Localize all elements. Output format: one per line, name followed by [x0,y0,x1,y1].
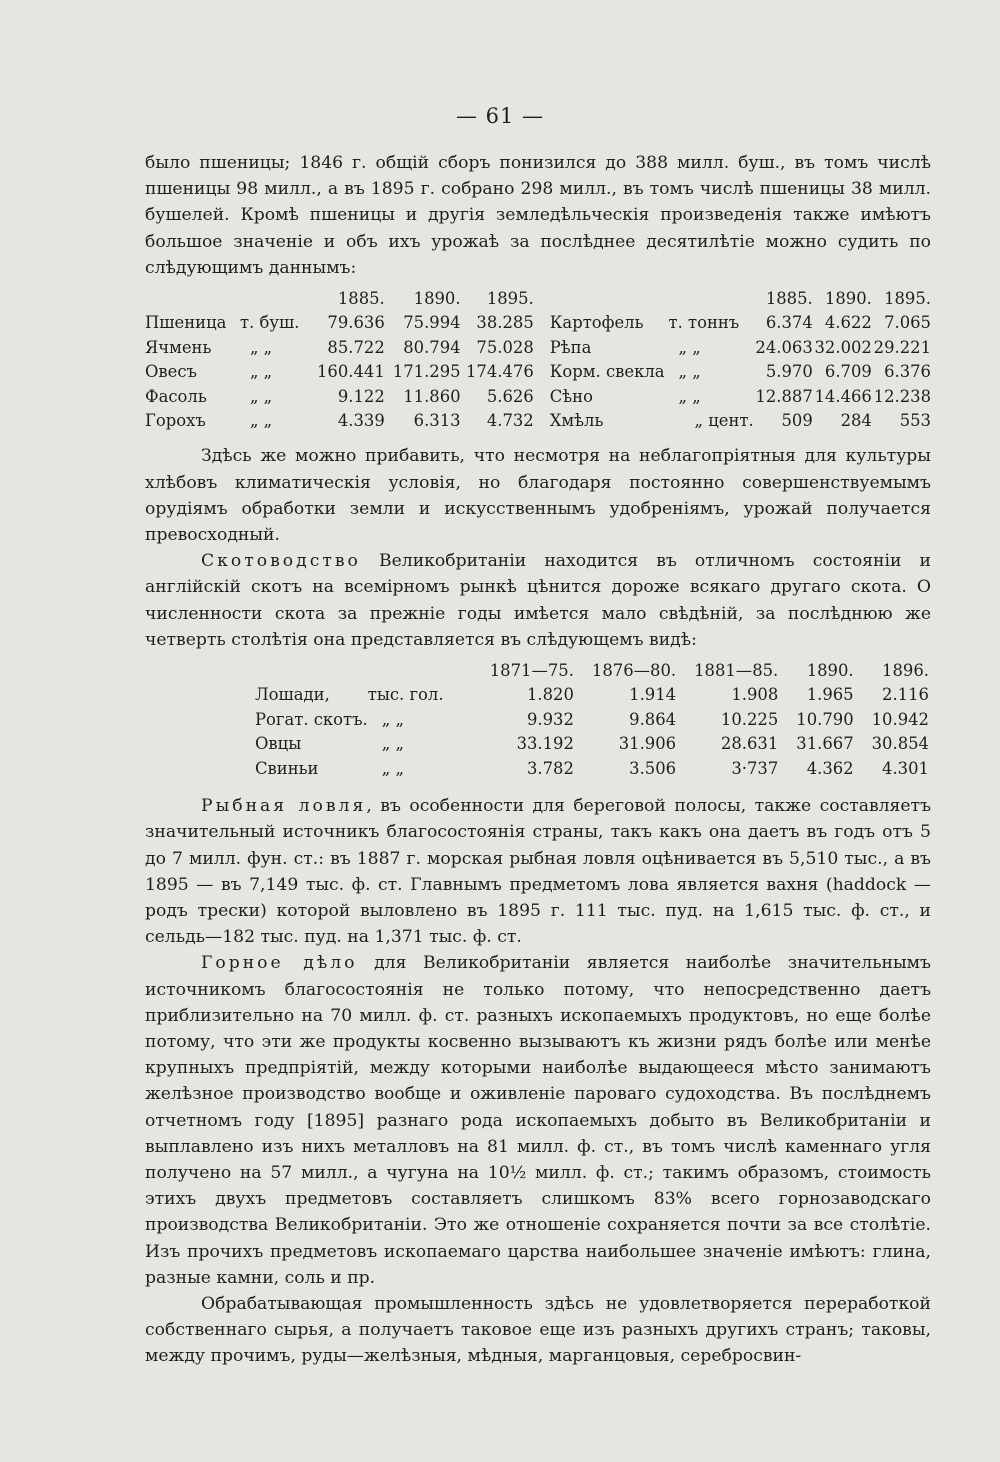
crop-name: Сѣно [549,386,593,406]
crop-name: Фасоль [145,386,207,406]
crop-unit: „ „ [678,337,701,357]
table-row [145,385,931,409]
livestock-value: 1.965 [806,685,854,705]
page-number: — 61 — [455,104,545,128]
livestock-value: 1.914 [629,685,677,705]
crop-name: Ячмень [145,337,212,357]
crops-year-header: 1890. [824,289,872,309]
table-row [255,757,929,781]
crop-value: 6.313 [413,411,461,431]
crop-unit: т. буш. [239,313,300,333]
crop-name: Горохъ [145,411,206,431]
livestock-value: 10.225 [720,709,779,729]
livestock-period-header: 1881—85. [694,661,779,681]
crops-year-header: 1885. [337,289,385,309]
crop-value: 4.339 [337,411,385,431]
crop-name: Рѣпа [549,337,592,357]
livestock-unit: „ „ [381,709,404,729]
paragraph-livestock-text: Великобританіи находится въ отличномъ состояніи и англійскій скотъ на всемірномъ рынкѣ цѣнится дороже всякаго другаго скота. О численности скота за прежніе годы имѣется мало свѣдѣній, за послѣднюю же четверть столѣтія она представляется въ слѣдующемъ видѣ: [145,551,931,650]
crop-value: 12.887 [755,386,813,406]
livestock-name: Свиньи [255,758,319,778]
table-row [255,708,929,732]
crop-unit: „ цент. [694,411,754,431]
crop-unit: „ „ [249,411,273,431]
paragraph-livestock [145,548,931,653]
livestock-period-header: 1896. [882,661,929,681]
crop-unit: „ „ [678,362,701,382]
livestock-header-row [255,659,929,683]
crop-value: 6.374 [765,313,813,333]
table-row [145,409,931,433]
crop-value: 24.063 [755,337,813,357]
livestock-value: 3.506 [629,758,677,778]
crops-year-header: 1885. [765,289,813,309]
paragraph-farming-conditions: Здѣсь же можно прибавить, что несмотря на неблагопріятныя для культуры хлѣбовъ климатическія условія, но благодаря постоянно совершенствуемымъ орудіямъ обработки земли и искусственнымъ удобреніямъ, урожай получается превосходный. [145,446,931,546]
crop-value: 284 [840,411,872,431]
crop-unit: т. тоннъ [668,313,740,333]
crops-year-header: 1890. [413,289,461,309]
livestock-value: 10.790 [796,709,854,729]
livestock-name: Лошади, [255,685,330,705]
table-row [145,360,931,384]
livestock-value: 33.192 [516,734,574,754]
livestock-period-header: 1871—75. [489,661,574,681]
livestock-value: 31.906 [618,734,677,754]
crop-value: 6.376 [884,362,931,382]
crop-name: Хмѣль [549,411,604,431]
table-row [255,732,929,756]
crop-value: 7.065 [884,313,931,333]
livestock-value: 2.116 [882,685,929,705]
table-row [145,336,931,360]
page-body [145,150,931,1370]
crops-year-header: 1895. [884,289,931,309]
crop-value: 12.238 [873,386,931,406]
crop-value: 85.722 [327,337,385,357]
crop-value: 79.636 [327,313,385,333]
livestock-value: 1.908 [731,685,779,705]
livestock-name: Рогат. скотъ. [255,709,368,729]
paragraph-mining-text: для Великобританіи является наиболѣе значительнымъ источникомъ благосостоянія не только потому, что непосредственно даетъ приблизительно на 70 милл. ф. ст. разныхъ ископаемыхъ продуктовъ, но еще болѣе потому, что эти же продукты косвенно вызываютъ къ жизни рядъ болѣе или менѣе крупныхъ предпріятій, между которыми наиболѣе выдающееся мѣсто занимаютъ желѣзное производство вообще и оживленіе пароваго судоходства. Въ послѣднемъ отчетномъ году [1895] разнаго рода ископаемыхъ добыто въ Великобританіи и выплавлено изъ нихъ металловъ на 81 милл. ф. ст., въ томъ числѣ каменнаго угля получено на 57 милл., а чугуна на 10½ милл. ф. ст.; такимъ образомъ, стоимость этихъ двухъ предметовъ составляетъ слишкомъ 83% всего горнозаводскаго производства Великобританіи. Это же отношеніе сохраняется почти за все столѣтіе. Изъ прочихъ предметовъ ископаемаго царства наибольшее значеніе имѣютъ: глина, разные камни, соль и пр. [145,953,931,1288]
crop-name: Пшеница [145,313,227,333]
crop-value: 75.994 [403,313,461,333]
crop-value: 80.794 [403,337,461,357]
livestock-value: 31.667 [796,734,854,754]
crop-value: 29.221 [873,337,931,357]
crop-value: 11.860 [403,386,461,406]
livestock-value: 4.362 [806,758,854,778]
livestock-value: 3.782 [526,758,574,778]
paragraph-mining [145,950,931,1291]
crop-value: 32.002 [814,337,872,357]
livestock-period-header: 1876—80. [591,661,677,681]
section-lead-livestock: Скотоводство [201,551,361,572]
livestock-unit: „ „ [381,758,404,778]
crop-value: 174.476 [465,362,534,382]
livestock-unit: „ „ [381,734,404,754]
paragraph-fishing [145,793,931,950]
table-row [255,683,929,707]
livestock-period-header: 1890. [806,661,854,681]
crop-value: 5.970 [765,362,813,382]
crop-value: 160.441 [317,362,385,382]
crops-table [145,287,931,433]
livestock-value: 1.820 [526,685,574,705]
livestock-value: 4.301 [882,758,929,778]
livestock-table [255,659,929,781]
livestock-value: 3·737 [731,758,779,778]
table-row [145,311,931,335]
paragraph-grain-harvest: было пшеницы; 1846 г. общій сборъ понизился до 388 милл. буш., въ томъ числѣ пшеницы 98 милл., а въ 1895 г. собрано 298 милл., въ томъ числѣ пшеницы 38 милл. бушелей. Кромѣ пшеницы и другія земледѣльческія произведенія также имѣютъ большое значеніе и объ ихъ урожаѣ за послѣднее десятилѣтіе можно судить по слѣдующимъ даннымъ: [145,153,931,278]
livestock-name: Овцы [255,734,302,754]
livestock-value: 28.631 [720,734,779,754]
livestock-unit: тыс. гол. [367,685,444,705]
crop-value: 509 [781,411,813,431]
crop-unit: „ „ [249,386,273,406]
crop-name: Картофель [549,313,644,333]
crop-value: 75.028 [476,337,534,357]
section-lead-mining: Горное дѣло [201,953,358,974]
crop-unit: „ „ [249,337,273,357]
crops-header-row [145,287,931,311]
crop-value: 5.626 [486,386,534,406]
crop-unit: „ „ [249,362,273,382]
livestock-value: 9.864 [629,709,677,729]
crop-value: 553 [899,411,931,431]
paragraph-fishing-text: , въ особенности для береговой полосы, также составляетъ значительный источникъ благосостоянія страны, такъ какъ она даетъ въ годъ отъ 5 до 7 милл. фун. ст.: въ 1887 г. морская рыбная ловля оцѣнивается въ 5,510 тыс., а въ 1895 — въ 7,149 тыс. ф. ст. Главнымъ предметомъ лова является вахня (haddock — родъ трески) которой выловлено въ 1895 г. 111 тыс. пуд. на 1,615 тыс. ф. ст., и сельдь—182 тыс. пуд. на 1,371 тыс. ф. ст. [145,796,932,948]
livestock-value: 30.854 [871,734,929,754]
crop-unit: „ „ [678,386,701,406]
crop-value: 4.622 [824,313,872,333]
crop-value: 38.285 [476,313,534,333]
livestock-value: 9.932 [526,709,574,729]
crop-name: Корм. свекла [549,362,665,382]
crop-value: 9.122 [337,386,385,406]
livestock-value: 10.942 [871,709,929,729]
crops-year-header: 1895. [486,289,534,309]
crop-value: 6.709 [824,362,872,382]
crop-value: 171.295 [392,362,461,382]
paragraph-manufacturing: Обрабатывающая промышленность здѣсь не удовлетворяется переработкой собственнаго сырья, а получаетъ таковое еще изъ разныхъ другихъ странъ; таковы, между прочимъ, руды—желѣзныя, мѣдныя, марганцовыя, серебросвин- [145,1293,931,1367]
crop-name: Овесъ [145,362,197,382]
crop-value: 4.732 [486,411,534,431]
crop-value: 14.466 [814,386,872,406]
section-lead-fishing: Рыбная ловля [201,796,367,817]
